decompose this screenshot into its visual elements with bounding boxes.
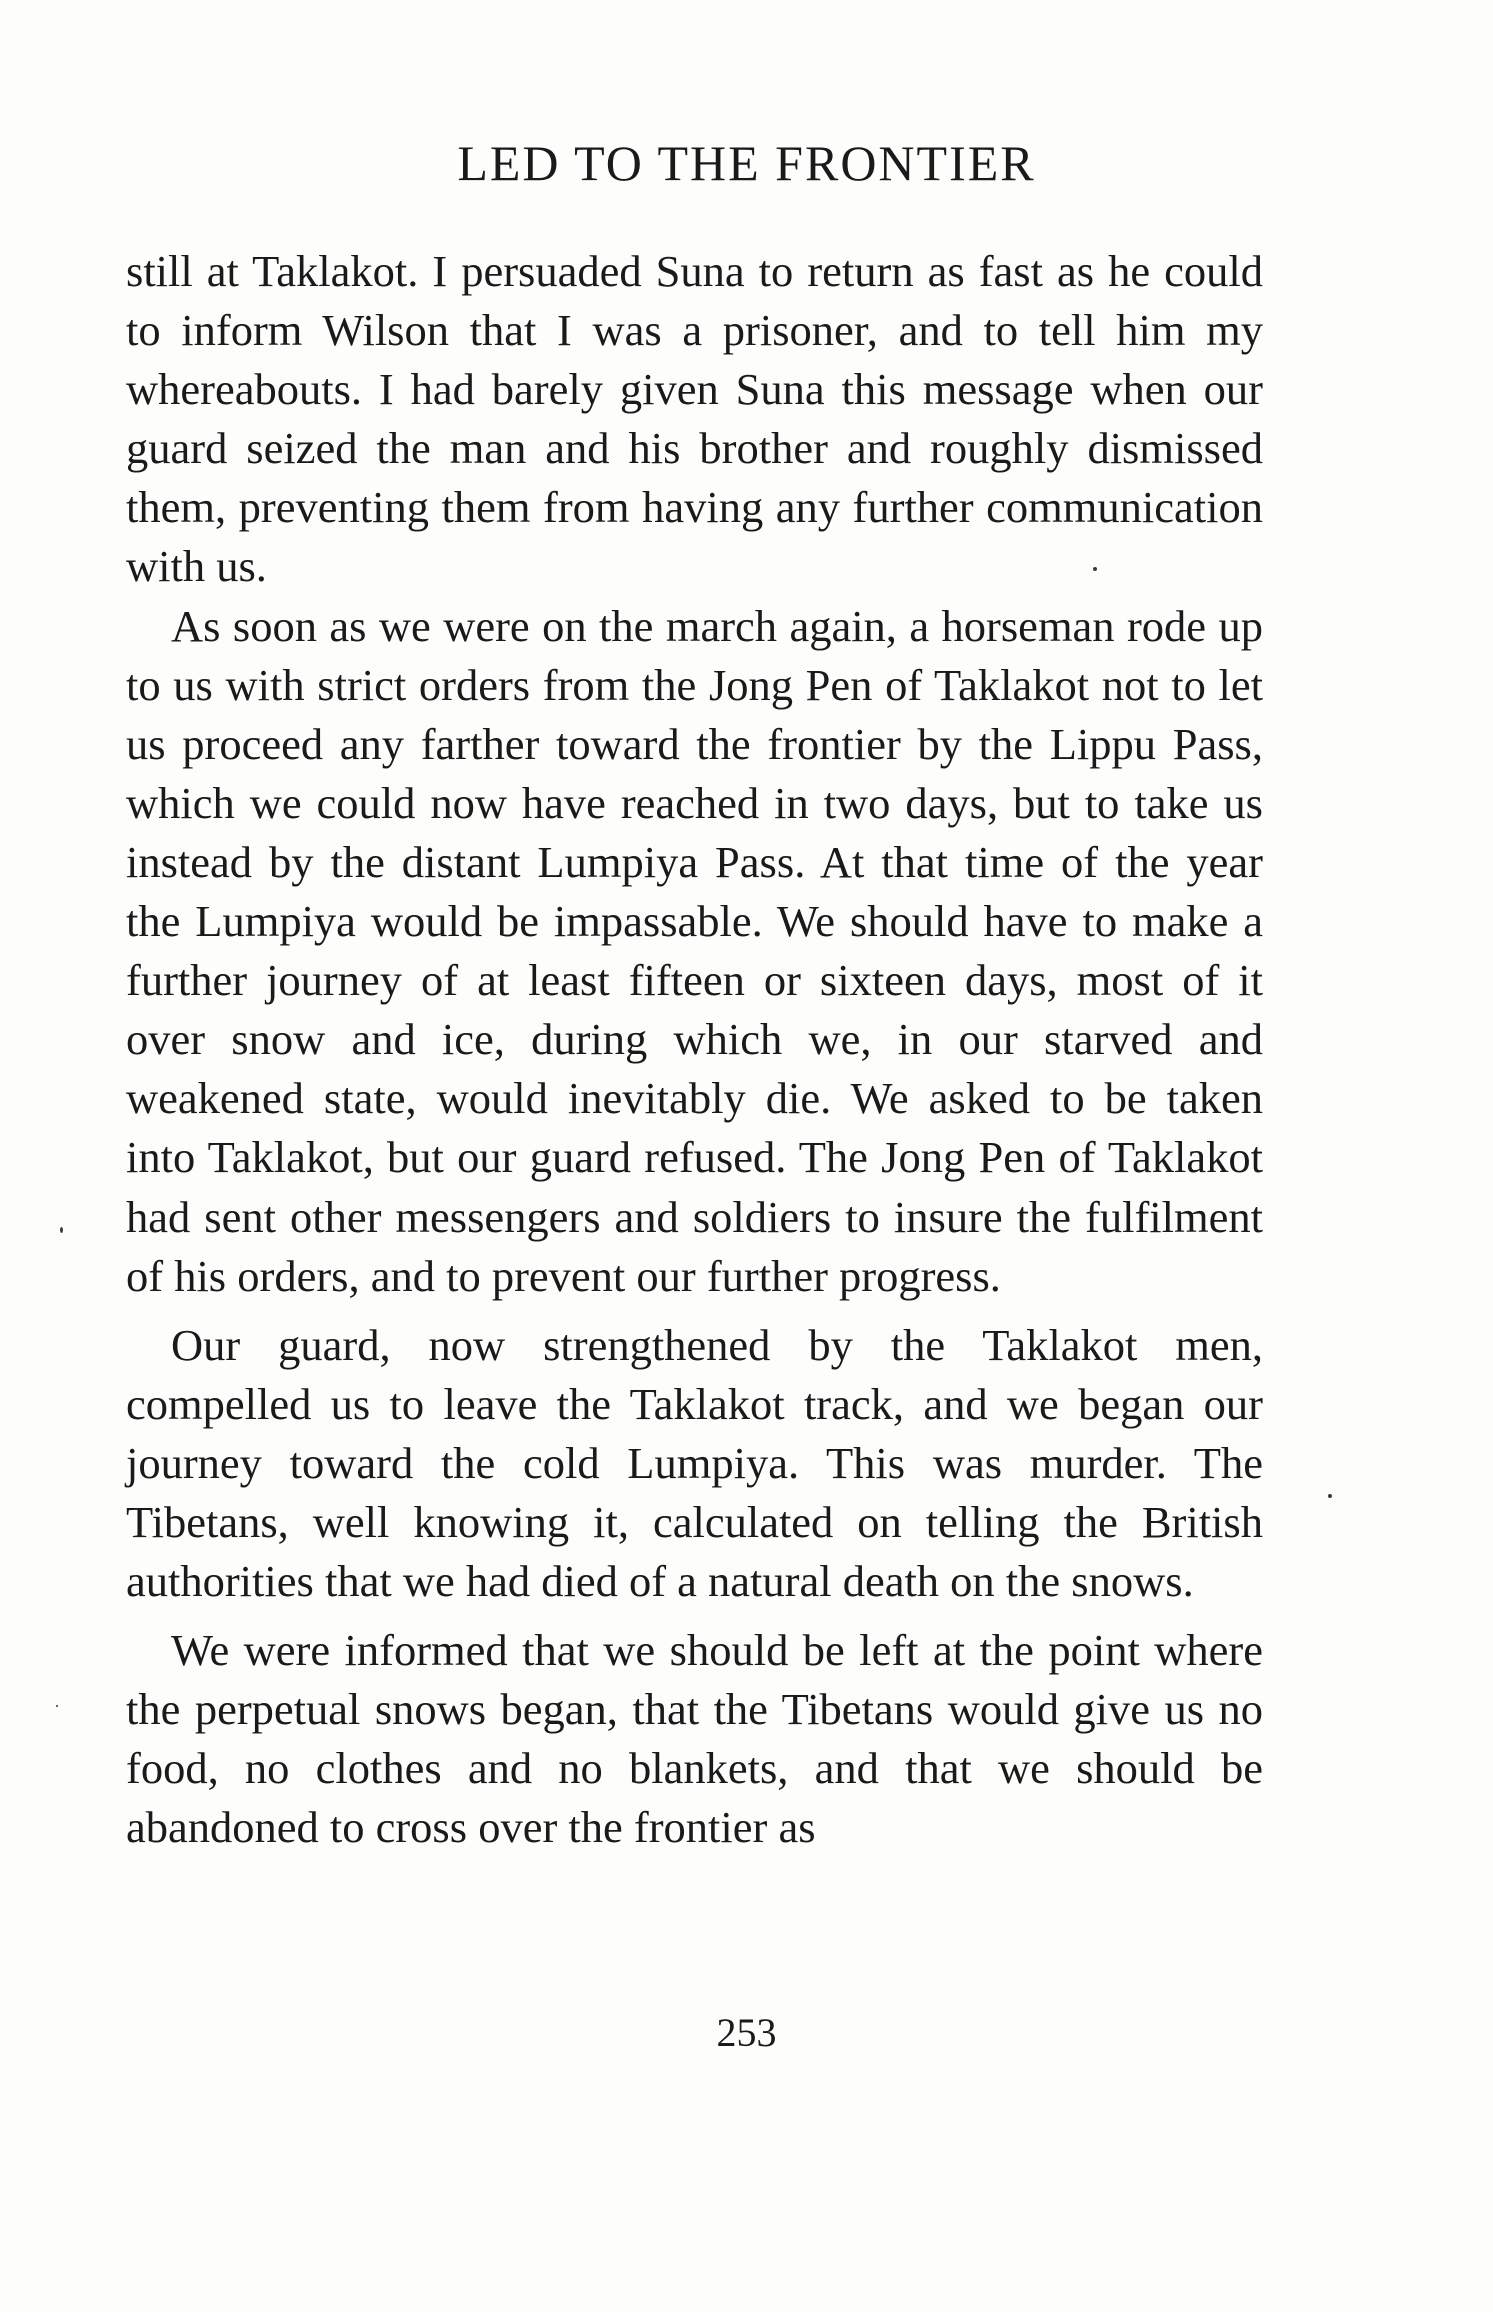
page-number: 253 — [716, 2010, 777, 2055]
running-head: LED TO THE FRONTIER — [457, 135, 1036, 191]
scan-speck — [56, 1705, 58, 1707]
paragraph-2: As soon as we were on the march again, a horseman rode up to us with strict orders from the Jong Pen of Taklakot not to let us proceed any farther toward the frontier by the Lippu Pass, which we could now have reached in two days, but to take us instead by the distant Lumpiya Pass. At that time of the year the Lumpiya would be impassable. We should have to make a further journey of at least fifteen or sixteen days, most of it over snow and ice, during which we, in our starved and weakened state, would inevitably die. We asked to be taken into Taklakot, but our guard refused. The Jong Pen of Taklakot had sent other messengers and soldiers to insure the fulfilment of his orders, and to prevent our further progress. — [126, 600, 1263, 1301]
scan-speck — [60, 1227, 63, 1233]
body-text — [126, 242, 1263, 1858]
scan-speck — [1093, 567, 1097, 571]
scan-speck — [1328, 1494, 1332, 1498]
paragraph-3: Our guard, now strengthened by the Taklakot men, compelled us to leave the Taklakot track, and we began our journey toward the cold Lumpiya. This was murder. The Tibetans, well knowing it, calculated on telling the British authorities that we had died of a natural death on the snows. — [126, 1319, 1263, 1607]
paragraph-4: We were informed that we should be left at the point where the perpetual snows began, that the Tibetans would give us no food, no clothes and no blankets, and that we should be abandoned to cross over the frontier as — [126, 1625, 1263, 1853]
paragraph-1: still at Taklakot. I persuaded Suna to return as fast as he could to inform Wilson that I was a prisoner, and to tell him my whereabouts. I had barely given Suna this message when our guard seized the man and his brother and roughly dismissed them, preventing them from having any further communication with us. — [126, 246, 1263, 592]
